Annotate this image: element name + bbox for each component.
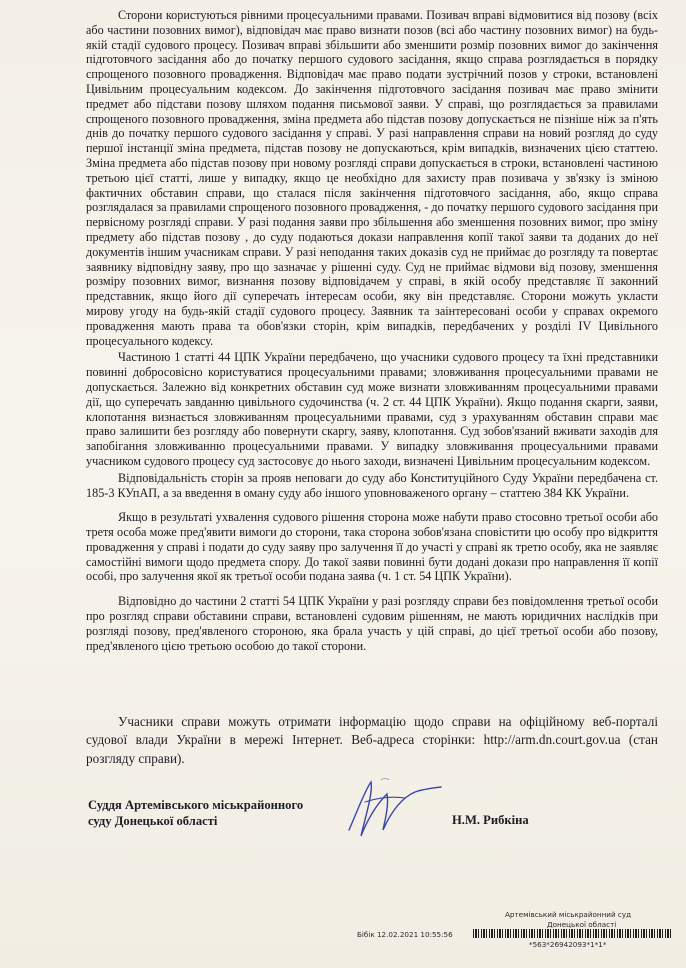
stamp-region: Донецької області [547, 920, 617, 929]
paragraph-article-54: Відповідно до частини 2 статті 54 ЦПК України у разі розгляду справи без повідомлення третьої особи про розгляд справи обставини справи, встановлені судовим рішенням, не мають юридичних наслідків при розгляді позову, пред'явленого стороною, яка брала участь у цій справі, до цієї третьої особи або позову, пред'явленого цією третьою особою до такої сторони. [86, 594, 658, 653]
info-notice [86, 713, 658, 768]
paragraph-third-party: Якщо в результаті ухвалення судового рішення сторона може набути право стосовно третьої особи або третя особа може пред'явити вимоги до сторони, така сторона зобов'язана сповістити цю особу про відкриття провадження у справі і подати до суду заяву про залучення її до участі у справі як третю особу, яка не заявляє самостійні вимоги щодо предмета спору. До такої заяви повинні бути додані докази про направлення її копії особі, про залучення якої як третьої особи подана заява (ч. 1 ст. 54 ЦПК України). [86, 510, 658, 584]
handwritten-signature [335, 772, 445, 842]
judge-title-line-2: суду Донецької області [88, 814, 218, 828]
judge-name: Н.М. Рибкіна [452, 813, 529, 827]
paragraph-abuse-of-rights: Частиною 1 статті 44 ЦПК України передбачено, що учасники судового процесу та їхні представники повинні добросовісно користуватися процесуальними правами; зловживання процесуальними правами не допускається. Залежно від конкретних обставин суд може визнати зловживанням процесуальними правами дії, що суперечать завданню цивільного судочинства (ч. 2 ст. 44 ЦПК України). Якщо подання скарги, заяви, клопотання визнається зловживанням процесуальними правами, суд з урахуванням обставин справи має право залишити без розгляду або повернути скаргу, заяву, клопотання. Суд зобов'язаний вживати заходів для запобігання зловживанню процесуальними правами. У випадку зловживання процесуальними правами учасником судового процесу суд застосовує до нього заходи, визначені Цивільним процесуальним кодексом. [86, 350, 658, 468]
judge-title-line-1: Суддя Артемівського міськрайонного [88, 798, 304, 812]
stamp-court-name: Артемівський міськрайонний суд [505, 910, 632, 919]
document-body [86, 8, 658, 653]
paragraph-web-portal: Учасники справи можуть отримати інформацію щодо справи на офіційному веб-порталі судової влади України в мережі Інтернет. Веб-адреса сторінки: http://arm.dn.court.gov.ua (стан розгляду справи). [86, 714, 658, 766]
barcode [473, 929, 671, 938]
judge-title [88, 797, 328, 829]
court-stamp [355, 900, 673, 960]
stamp-clerk-datetime: Бібік 12.02.2021 10:55:56 [357, 930, 453, 939]
stamp-code: *563*26942093*1*1* [529, 940, 607, 949]
paragraph-liability: Відповідальність сторін за прояв неповаги до суду або Конституційного Суду України передбачена ст. 185-3 КУпАП, а за введення в оману суду або іншого уповноваженого органу – статтею 384 КК України. [86, 470, 658, 500]
paragraph-parties-rights: Сторони користуються рівними процесуальними правами. Позивач вправі відмовитися від позову (всіх або частини позовних вимог), відповідач має право визнати позов (всі або частину позовних вимог) на будь-якій стадії судового процесу. Позивач вправі збільшити або зменшити розмір позовних вимог до закінчення підготовчого засідання або до початку першого судового засідання, якщо справа розглядається в порядку спрощеного позовного провадження. Відповідач має право подати зустрічний позов у строки, встановлені Цивільним процесуальним кодексом. До закінчення підготовчого засідання позивач має право змінити предмет або підстави позову шляхом подання письмової заяви. У справі, що розглядається за правилами спрощеного позовного провадження, зміна предмета або підстав позову допускається не пізніше ніж за п'ять днів до початку першого судового засідання у справі. У разі направлення справи на новий розгляд до суду першої інстанції зміна предмета, підстав позову не допускаються, крім випадків, визначених цією статтею. Зміна предмета або підстав позову при новому розгляді справи допускається в строки, встановлені частиною третьою цієї статті, лише у випадку, якщо це необхідно для захисту прав позивача у зв'язку із зміною фактичних обставин справи, що сталася після закінчення підготовчого засідання, або, якщо справа розглядалася за правилами спрощеного позовного провадження, - до початку першого судового засідання при первісному розгляді справи. У разі подання заяви про збільшення або зменшення позовних вимог, про зміну предмету або підстав позову , до суду подаються докази направлення копії такої заяви та доданих до неї документів іншим учасникам справи. У разі неподання таких доказів суд не приймає до розгляду та повертає заявнику відповідну заяву, про що зазначає у рішенні суду. Суд не приймає відмови від позову, зменшення розміру позовних вимог, визнання позову відповідачем у справі, в якій особу представляє її законний представник, якщо його дії суперечать інтересам особи, яку він представляє. Сторони можуть укласти мирову угоду на будь-якій стадії судового процесу. Заявник та заінтересовані особи у справах окремого провадження мають права та обов'язки сторін, крім випадків, передбачених у розділі IV Цивільного процесуального кодексу. [86, 8, 658, 348]
